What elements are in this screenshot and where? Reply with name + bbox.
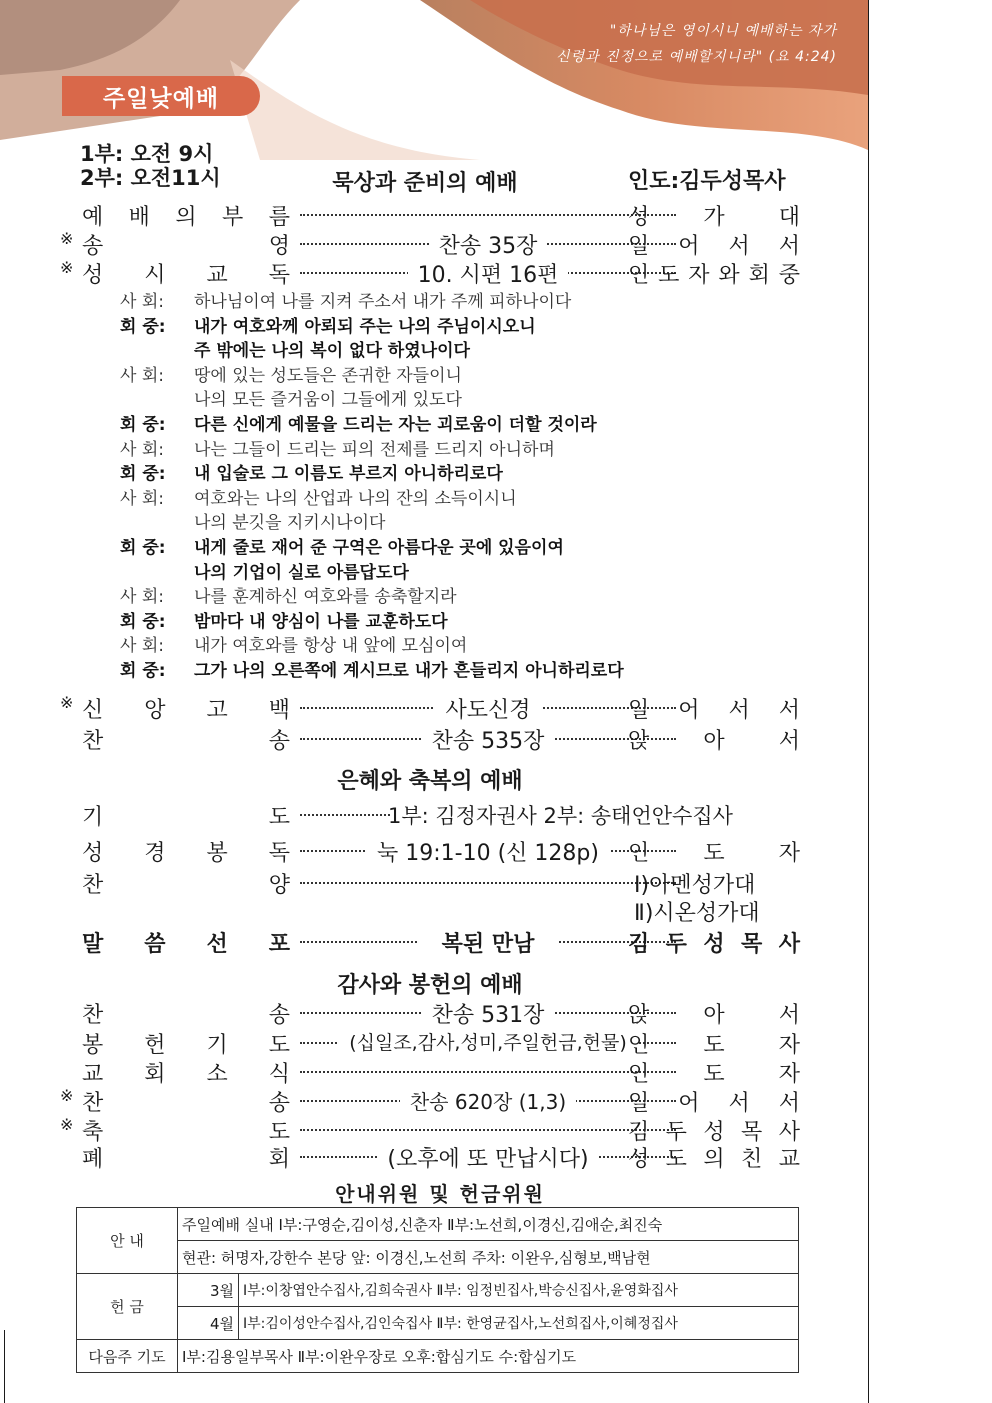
row-middle: 눅 19:1-10 (신 128p): [367, 841, 609, 866]
sermon-title: 복된 만남: [418, 932, 559, 957]
reading-text: 나의 모든 즐거움이 그들에게 있도다: [194, 390, 462, 411]
row-right: 앉 아 서: [628, 729, 800, 754]
row-label: 말 씀 선 포: [82, 932, 290, 957]
row-mark: ※: [60, 1115, 74, 1134]
row-label: 폐 회: [82, 1147, 290, 1172]
guide-line-1: 주일예배 실내 Ⅰ부:구영순,김이성,신춘자 Ⅱ부:노선희,이경신,김애순,최진숙: [178, 1208, 799, 1241]
order-row: [60, 1057, 800, 1087]
reading-speaker: 회 중:: [120, 316, 166, 337]
committee-title: 안내위원 및 헌금위원: [335, 1182, 545, 1206]
order-row: [60, 1086, 800, 1116]
reading-text: 나를 훈계하신 여호와를 송축할지라: [194, 587, 457, 608]
quote-line-2: 신령과 진정으로 예배할지니라" (요 4:24): [556, 49, 837, 65]
row-right: 앉 아 서: [628, 1003, 800, 1028]
row-mark: ※: [60, 258, 74, 277]
page-edge-left: [4, 1330, 5, 1403]
scripture-quote: [556, 18, 837, 70]
reading-line: [120, 659, 624, 683]
row-right: 인 도 자: [628, 1062, 800, 1087]
row-right: 인 도 자: [628, 1033, 800, 1058]
row-mark: ※: [60, 229, 74, 248]
order-row: [60, 998, 800, 1028]
reading-speaker: 사 회:: [120, 365, 164, 386]
order-row-cont: [60, 896, 800, 926]
reading-text: 나는 그들이 드리는 피의 전제를 드리지 아니하며: [194, 439, 555, 460]
service-leader: 인도:김두성목사: [628, 169, 786, 194]
reading-text: 밤마다 내 양심이 나를 교훈하도다: [194, 611, 448, 632]
reading-speaker: 회 중:: [120, 538, 166, 558]
row-mark: ※: [60, 693, 74, 712]
leader-dots: [300, 1071, 676, 1073]
offering-label: 헌 금: [77, 1274, 178, 1340]
reading-line: [120, 610, 448, 634]
reading-text: 내 입술로 그 이름도 부르지 아니하리로다: [194, 464, 503, 485]
reading-line: [120, 561, 409, 585]
row-right: 김 두 성 목 사: [628, 932, 800, 957]
reading-text: 여호와는 나의 산업과 나의 잔의 소득이시니: [194, 488, 517, 509]
row-label: 송 영: [82, 234, 290, 259]
order-row: [60, 1115, 800, 1145]
order-row: [60, 229, 800, 259]
reading-speaker: 사 회:: [120, 292, 164, 312]
row-label: 찬 송: [82, 1091, 290, 1116]
reading-line: [120, 438, 555, 462]
reading-speaker: 사 회:: [120, 488, 164, 509]
row-label: 찬 송: [82, 729, 290, 754]
reading-line: [120, 511, 385, 535]
row-right: 김 두 성 목 사: [628, 1120, 800, 1145]
row-right: 성 가 대: [628, 205, 800, 230]
reading-speaker: 회 중:: [120, 611, 166, 632]
row-right-2: Ⅱ)시온성가대: [634, 901, 760, 926]
order-row: [60, 1142, 800, 1172]
service-banner: 주일낮예배: [62, 76, 260, 116]
row-middle: 10. 시편 16편: [408, 263, 569, 288]
leader-dots: [300, 882, 676, 884]
reading-text: 하나님이여 나를 지켜 주소서 내가 주께 피하나이다: [194, 292, 572, 312]
row-right: 인 도 자: [628, 841, 800, 866]
row-label: 예 배 의 부 름: [82, 205, 290, 230]
reading-speaker: 회 중:: [120, 661, 166, 681]
row-label: 축 도: [82, 1120, 290, 1145]
order-row: [60, 258, 800, 288]
row-label: 기 도: [82, 805, 290, 830]
row-right: 일 어 서 서: [628, 1091, 800, 1116]
row-right: 일 어 서 서: [628, 234, 800, 259]
reading-line: [120, 290, 571, 314]
row-label: 성 경 봉 독: [82, 841, 290, 866]
order-row: [60, 836, 800, 866]
row-middle: 찬송 620장 (1,3): [400, 1090, 576, 1114]
row-label: 봉 헌 기 도: [82, 1033, 290, 1058]
order-row: [60, 868, 800, 898]
service-time-1: 1부: 오전 9시: [80, 142, 214, 166]
row-right: 1부: 김정자권사 2부: 송태언안수집사: [388, 804, 733, 828]
guide-label: 안 내: [77, 1208, 178, 1274]
row-label: 신 앙 고 백: [82, 698, 290, 723]
row-right: 성 도 의 친 교: [628, 1147, 800, 1172]
leader-dots: [300, 1129, 676, 1131]
reading-line: [120, 462, 503, 486]
section-title-3: 감사와 봉헌의 예배: [337, 973, 523, 998]
order-row: [60, 800, 800, 830]
reading-speaker: 회 중:: [120, 415, 166, 435]
row-mark: ※: [60, 1086, 74, 1105]
reading-speaker: 사 회:: [120, 439, 164, 460]
row-middle: (오후에 또 만납시다): [377, 1147, 598, 1172]
section-title-2: 은혜와 축복의 예배: [337, 769, 523, 794]
row-label: 찬 송: [82, 1003, 290, 1028]
reading-text: 내게 줄로 재어 준 구역은 아름다운 곳에 있음이여: [194, 538, 564, 558]
row-middle: (십일조,감사,성미,주일헌금,헌물): [339, 1032, 637, 1054]
row-right: 일 어 서 서: [628, 698, 800, 723]
prayer-members: Ⅰ부:김용일부목사 Ⅱ부:이완우장로 오후:합심기도 수:합심기도: [178, 1340, 799, 1373]
reading-text: 땅에 있는 성도들은 존귀한 자들이니: [194, 365, 462, 386]
reading-line: [120, 585, 457, 609]
reading-text: 다른 신에게 예물을 드리는 자는 괴로움이 더할 것이라: [194, 415, 597, 435]
guide-line-2: 현관: 허명자,강한수 본당 앞: 이경신,노선희 주차: 이완우,심형보,백남현: [178, 1241, 799, 1274]
row-middle: 찬송 35장: [429, 234, 548, 259]
reading-line: [120, 536, 564, 560]
month-1-members: Ⅰ부:이창엽안수집사,김희숙권사 Ⅱ부: 임정빈집사,박승신집사,윤영화집사: [239, 1274, 799, 1307]
committee-table: [76, 1207, 799, 1373]
month-1: 3월: [178, 1274, 239, 1307]
prayer-label: 다음주 기도: [77, 1340, 178, 1373]
reading-speaker: 사 회:: [120, 636, 164, 657]
reading-speaker: 사 회:: [120, 587, 164, 608]
service-time-2: 2부: 오전11시: [80, 166, 221, 190]
reading-text: 나의 분깃을 지키시나이다: [194, 513, 386, 534]
leader-dots: [300, 214, 676, 216]
reading-line: [120, 388, 462, 412]
order-row: [60, 1028, 800, 1058]
row-label: 찬 양: [82, 873, 290, 898]
reading-line: [120, 487, 517, 511]
order-row: [60, 927, 800, 957]
row-label: 교 회 소 식: [82, 1062, 290, 1087]
section-title-1: 묵상과 준비의 예배: [332, 171, 518, 196]
reading-speaker: 회 중:: [120, 464, 166, 485]
order-row: [60, 724, 800, 754]
reading-line: [120, 315, 536, 339]
reading-line: [120, 634, 467, 658]
row-right: 인 도 자 와 회 중: [628, 263, 800, 288]
row-middle: 사도신경: [435, 698, 540, 723]
month-2: 4월: [178, 1307, 239, 1340]
reading-line: [120, 364, 462, 388]
reading-text: 주 밖에는 나의 복이 없다 하였나이다: [194, 341, 470, 362]
reading-text: 나의 기업이 실로 아름답도다: [194, 562, 409, 583]
leader-dots: [300, 814, 390, 816]
reading-text: 내가 여호와를 항상 내 앞에 모심이여: [194, 636, 468, 657]
reading-text: 그가 나의 오른쪽에 계시므로 내가 흔들리지 아니하리로다: [194, 661, 624, 681]
reading-line: [120, 413, 597, 437]
quote-line-1: "하나님은 영이시니 예배하는 자가: [609, 23, 837, 39]
row-middle: 찬송 535장: [422, 729, 555, 754]
row-right: Ⅰ)아멘성가대: [634, 873, 756, 898]
row-label: 성 시 교 독: [82, 263, 290, 288]
month-2-members: Ⅰ부:김이성안수집사,김인숙집사 Ⅱ부: 한영균집사,노선희집사,이혜정집사: [239, 1307, 799, 1340]
order-row: [60, 200, 800, 230]
order-row: [60, 693, 800, 723]
row-middle: 찬송 531장: [422, 1003, 555, 1028]
reading-text: 내가 여호와께 아뢰되 주는 나의 주님이시오니: [194, 316, 536, 337]
reading-line: [120, 339, 470, 363]
